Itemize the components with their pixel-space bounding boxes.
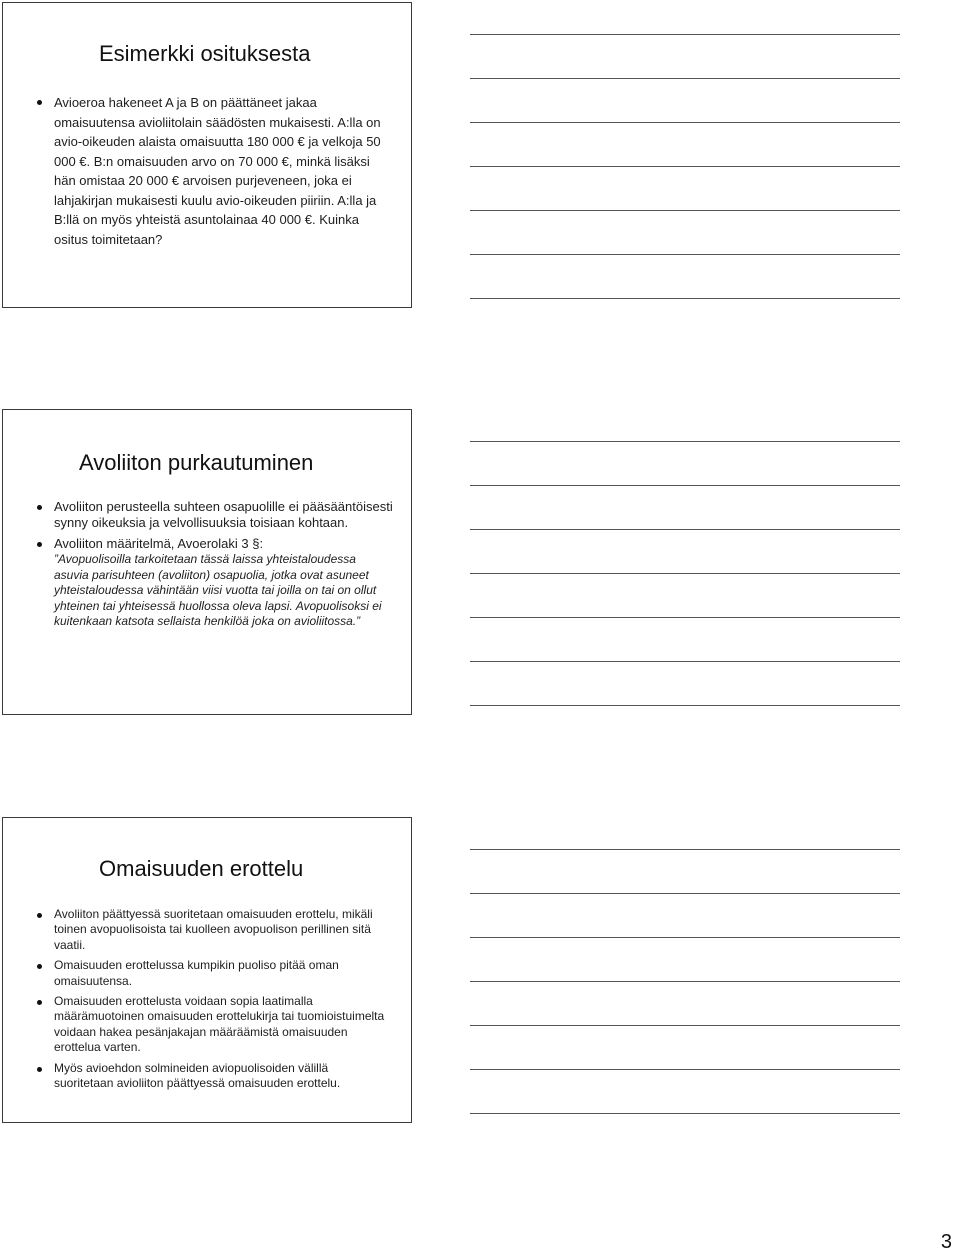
note-line (470, 441, 900, 442)
note-line (470, 122, 900, 123)
bullet-item: Myös avioehdon solmineiden aviopuolisoiden välillä suoritetaan avioliiton päättyessä omaisuuden erottelu. (54, 1061, 389, 1092)
note-line (470, 981, 900, 982)
note-line (470, 705, 900, 706)
slide-title: Avoliiton purkautuminen (79, 450, 314, 475)
bullet-item: Omaisuuden erottelussa kumpikin puoliso pitää oman omaisuutensa. (54, 958, 389, 989)
bullet-item: Avoliiton päättyessä suoritetaan omaisuuden erottelu, mikäli toinen avopuolisoista tai kuolleen avopuolison perillinen sitä vaatii. (54, 907, 389, 953)
note-line (470, 661, 900, 662)
slide-3 (2, 817, 412, 1123)
note-line (470, 529, 900, 530)
note-line (470, 254, 900, 255)
bullet-item: Avioeroa hakeneet A ja B on päättäneet jakaa omaisuutensa avioliitolain säädösten mukaisesti. A:lla on avio-oikeuden alaista omaisuutta 180 000 € ja velkoja 50 000 €. B:n omaisuuden arvo on 70 000 €, minkä lisäksi hän omistaa 20 000 € arvoisen purjeveneen, joka ei lahjakirjan mukaisesti kuulu avio-oikeuden piiriin. A:lla ja B:llä on myös yhteistä asuntolainaa 40 000 €. Kuinka ositus toimitetaan? (54, 93, 384, 249)
note-line (470, 166, 900, 167)
note-line (470, 485, 900, 486)
note-line (470, 78, 900, 79)
note-line (470, 34, 900, 35)
bullet-text: Avoliiton määritelmä, Avoerolaki 3 §: (54, 536, 264, 551)
bullet-item (54, 499, 394, 531)
note-line (470, 893, 900, 894)
law-quote: ”Avopuolisoilla tarkoitetaan tässä laissa yhteistaloudessa asuvia parisuhteen (avoliiton) osapuolia, jotka ovat asuneet yhteistaloudessa vähintään viisi vuotta tai joilla on tai on ollut yhteinen tai yhteisessä huollossa oleva lapsi. Avopuolisoksi ei kuitenkaan katsota sellaista henkilöä joka on avioliitossa.” (54, 552, 382, 629)
note-line (470, 573, 900, 574)
slide-2 (2, 409, 412, 715)
note-line (470, 1069, 900, 1070)
note-line (470, 937, 900, 938)
bullet-list (54, 499, 394, 635)
bullet-item (54, 536, 394, 630)
bullet-list (54, 93, 384, 249)
note-line (470, 298, 900, 299)
bullet-item: Omaisuuden erottelusta voidaan sopia laatimalla määrämuotoinen omaisuuden erottelukirja tai tuomioistuimelta voidaan hakea pesänjakajan määräämistä omaisuuden erottelua varten. (54, 994, 389, 1056)
bullet-list (54, 907, 389, 1096)
slide-title: Omaisuuden erottelu (99, 856, 304, 881)
bullet-text: Avoliiton perusteella suhteen osapuolille ei pääsääntöisesti synny oikeuksia ja velvollisuuksia toisiaan kohtaan. (54, 499, 393, 530)
page-number: 3 (940, 1231, 952, 1253)
slide-title: Esimerkki osituksesta (99, 41, 311, 66)
note-line (470, 1113, 900, 1114)
note-line (470, 617, 900, 618)
note-line (470, 849, 900, 850)
slide-1 (2, 2, 412, 308)
note-line (470, 210, 900, 211)
note-line (470, 1025, 900, 1026)
